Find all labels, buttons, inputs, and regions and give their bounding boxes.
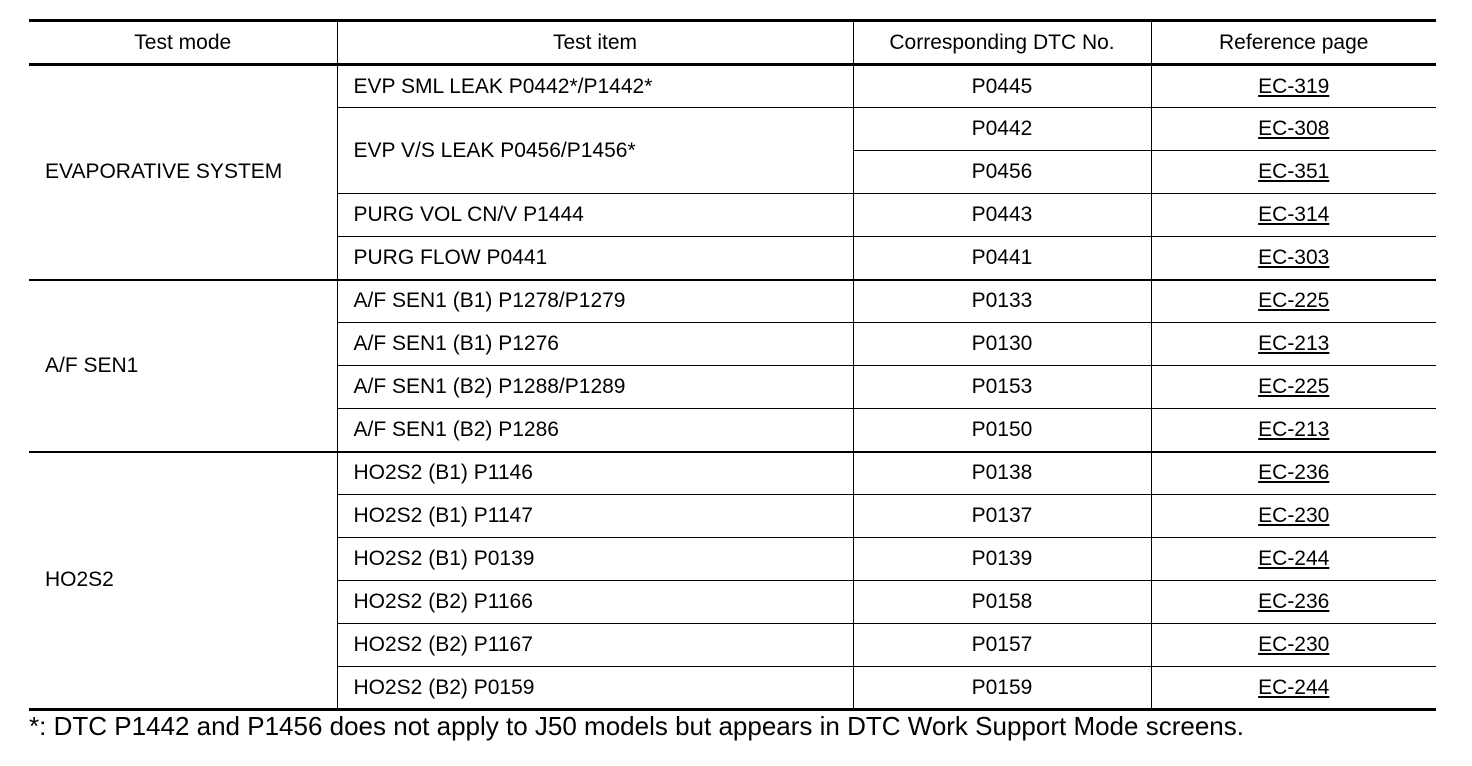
reference-cell: [1151, 409, 1436, 452]
reference-link[interactable]: EC-319: [1258, 74, 1330, 98]
reference-link[interactable]: EC-314: [1258, 203, 1330, 226]
dtc-reference-table: [29, 19, 1436, 711]
reference-link[interactable]: EC-303: [1258, 245, 1330, 269]
table-row: [29, 65, 1436, 108]
reference-link[interactable]: EC-230: [1258, 633, 1330, 656]
dtc-cell: P0150: [853, 409, 1151, 452]
dtc-cell: P0138: [853, 452, 1151, 495]
table-body: [29, 65, 1436, 710]
reference-link[interactable]: EC-213: [1258, 417, 1330, 441]
reference-link[interactable]: EC-351: [1258, 160, 1330, 183]
header-reference-page: Reference page: [1151, 21, 1436, 65]
reference-cell: [1151, 495, 1436, 538]
footnote: *: DTC P1442 and P1456 does not apply to J50 models but appears in DTC Work Support Mode screens.: [29, 711, 1244, 741]
dtc-cell: P0137: [853, 495, 1151, 538]
reference-cell: [1151, 323, 1436, 366]
reference-link[interactable]: EC-225: [1258, 289, 1330, 313]
test-item-cell: PURG VOL CN/V P1444: [337, 194, 853, 237]
dtc-cell: P0157: [853, 624, 1151, 667]
test-item-cell: HO2S2 (B2) P0159: [337, 667, 853, 710]
test-item-cell: A/F SEN1 (B2) P1286: [337, 409, 853, 452]
reference-link[interactable]: EC-244: [1258, 547, 1330, 570]
reference-link[interactable]: EC-236: [1258, 461, 1330, 485]
dtc-cell: P0442: [853, 108, 1151, 151]
dtc-cell: P0456: [853, 151, 1151, 194]
test-item-cell: EVP V/S LEAK P0456/P1456*: [337, 108, 853, 194]
dtc-cell: P0153: [853, 366, 1151, 409]
reference-cell: [1151, 538, 1436, 581]
dtc-cell: P0133: [853, 280, 1151, 323]
reference-cell: [1151, 452, 1436, 495]
table-header: [29, 21, 1436, 65]
test-item-cell: PURG FLOW P0441: [337, 237, 853, 280]
header-test-mode: Test mode: [29, 21, 337, 65]
reference-cell: [1151, 194, 1436, 237]
dtc-cell: P0130: [853, 323, 1151, 366]
test-item-cell: A/F SEN1 (B2) P1288/P1289: [337, 366, 853, 409]
reference-cell: [1151, 624, 1436, 667]
table-row: [29, 452, 1436, 495]
test-mode-cell: HO2S2: [29, 452, 337, 710]
dtc-cell: P0443: [853, 194, 1151, 237]
table-row: [29, 280, 1436, 323]
reference-link[interactable]: EC-213: [1258, 332, 1330, 355]
header-test-item: Test item: [337, 21, 853, 65]
reference-cell: [1151, 667, 1436, 710]
reference-link[interactable]: EC-225: [1258, 375, 1330, 398]
reference-cell: [1151, 581, 1436, 624]
dtc-cell: P0139: [853, 538, 1151, 581]
dtc-cell: P0159: [853, 667, 1151, 710]
reference-link[interactable]: EC-236: [1258, 590, 1330, 613]
test-item-cell: EVP SML LEAK P0442*/P1442*: [337, 65, 853, 108]
reference-cell: [1151, 108, 1436, 151]
dtc-cell: P0441: [853, 237, 1151, 280]
test-mode-cell: EVAPORATIVE SYSTEM: [29, 65, 337, 280]
dtc-cell: P0158: [853, 581, 1151, 624]
header-dtc-no: Corresponding DTC No.: [853, 21, 1151, 65]
test-item-cell: A/F SEN1 (B1) P1276: [337, 323, 853, 366]
reference-link[interactable]: EC-308: [1258, 117, 1330, 140]
reference-cell: [1151, 65, 1436, 108]
test-item-cell: HO2S2 (B1) P0139: [337, 538, 853, 581]
test-item-cell: HO2S2 (B1) P1147: [337, 495, 853, 538]
reference-cell: [1151, 366, 1436, 409]
reference-link[interactable]: EC-230: [1258, 504, 1330, 527]
reference-cell: [1151, 280, 1436, 323]
dtc-cell: P0445: [853, 65, 1151, 108]
reference-cell: [1151, 151, 1436, 194]
test-item-cell: HO2S2 (B2) P1166: [337, 581, 853, 624]
header-row: [29, 21, 1436, 65]
test-item-cell: HO2S2 (B1) P1146: [337, 452, 853, 495]
reference-cell: [1151, 237, 1436, 280]
test-item-cell: HO2S2 (B2) P1167: [337, 624, 853, 667]
test-item-cell: A/F SEN1 (B1) P1278/P1279: [337, 280, 853, 323]
reference-link[interactable]: EC-244: [1258, 675, 1330, 699]
test-mode-cell: A/F SEN1: [29, 280, 337, 452]
